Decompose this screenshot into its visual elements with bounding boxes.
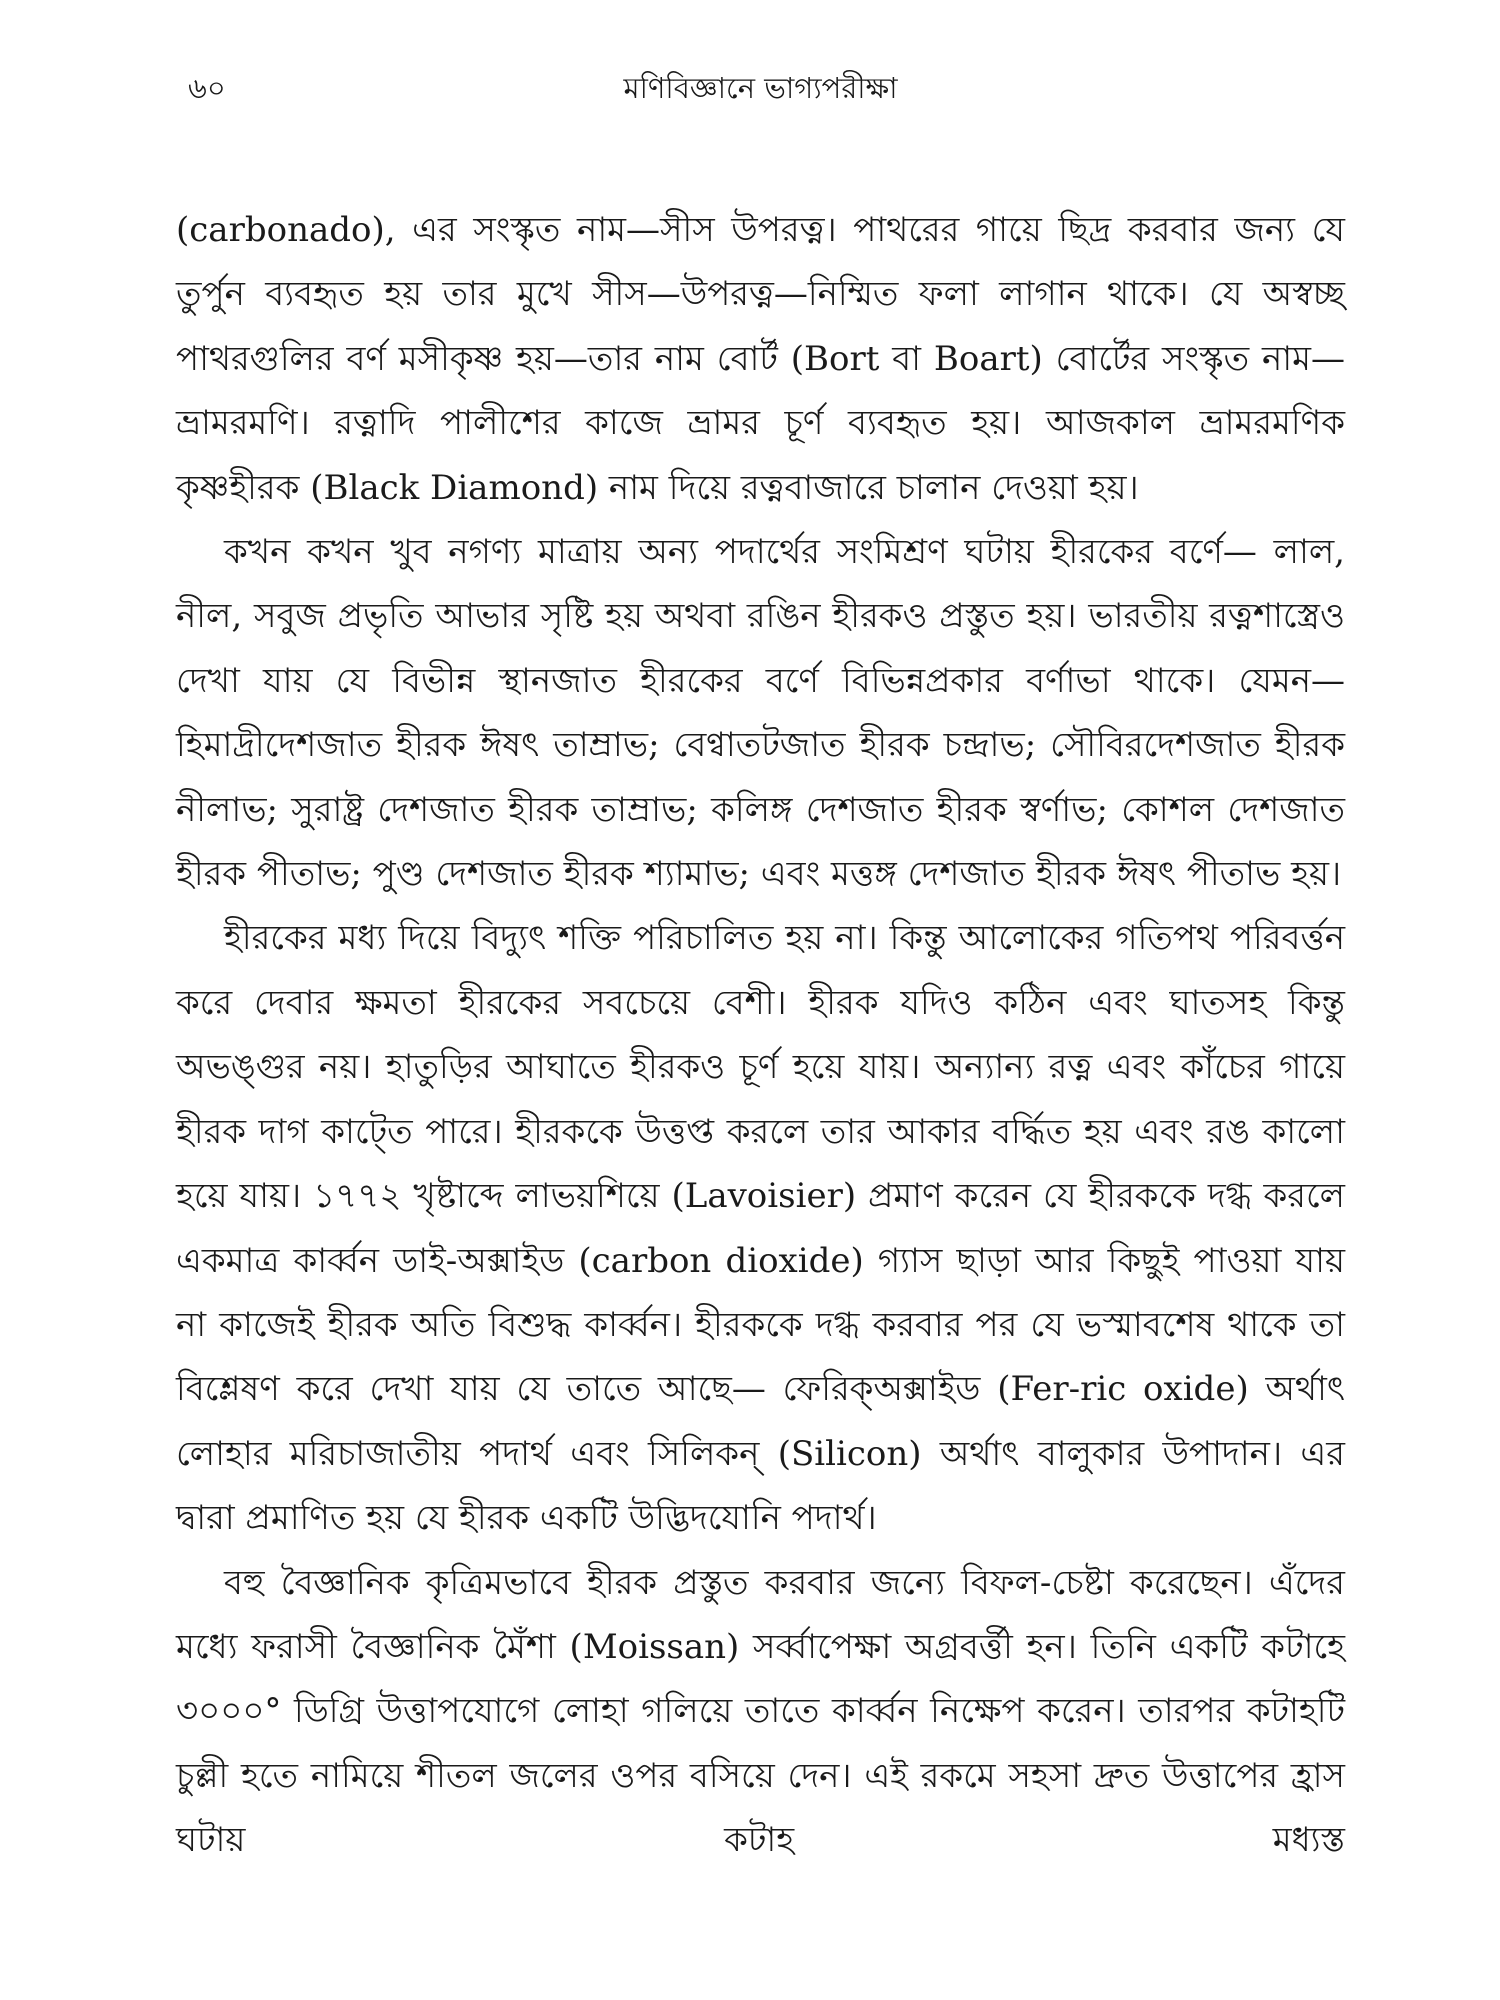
running-header — [176, 52, 1345, 124]
paragraph-2: কখন কখন খুব নগণ্য মাত্রায় অন্য পদার্থের সংমিশ্রণ ঘটায় হীরকের বর্ণে— লাল, নীল, সবুজ প্রভৃতি আভার সৃষ্টি হয় অথবা রঙিন হীরকও প্রস্তুত হয়। ভারতীয় রত্নশাস্ত্রেও দেখা যায় যে বিভীন্ন স্থানজাত হীরকের বর্ণে বিভিন্নপ্রকার বর্ণাভা থাকে। যেমন—হিমাদ্রীদেশজাত হীরক ঈষৎ তাম্রাভ; বেণ্বাতটজাত হীরক চন্দ্রাভ; সৌবিরদেশজাত হীরক নীলাভ; সুরাষ্ট্র দেশজাত হীরক তাম্রাভ; কলিঙ্গ দেশজাত হীরক স্বর্ণাভ; কোশল দেশজাত হীরক পীতাভ; পুণ্ড দেশজাত হীরক শ্যামাভ; এবং মত্তঙ্গ দেশজাত হীরক ঈষৎ পীতাভ হয়। — [176, 532, 1345, 895]
book-title: মণিবিজ্ঞানে ভাগ্যপরীক্ষা — [623, 71, 898, 105]
page-number: ৬০ — [188, 71, 226, 105]
paragraph-3: হীরকের মধ্য দিয়ে বিদ্যুৎ শক্তি পরিচালিত হয় না। কিন্তু আলোকের গতিপথ পরিবর্ত্তন করে দেবার ক্ষমতা হীরকের সবচেয়ে বেশী। হীরক যদিও কঠিন এবং ঘাতসহ কিন্তু অভঙ্গুর নয়। হাতুড়ির আঘাতে হীরকও চূর্ণ হয়ে যায়। অন্যান্য রত্ন এবং কাঁচের গায়ে হীরক দাগ কাট্তে পারে। হীরককে উত্তপ্ত করলে তার আকার বর্দ্ধিত হয় এবং রঙ কালো হয়ে যায়। ১৭৭২ খৃষ্টাব্দে লাভয়শিয়ে (Lavoisier) প্রমাণ করেন যে হীরককে দগ্ধ করলে একমাত্র কার্ব্বন ডাই-অক্সাইড (carbon dioxide) গ্যাস ছাড়া আর কিছুই পাওয়া যায় না কাজেই হীরক অতি বিশুদ্ধ কার্ব্বন। হীরককে দগ্ধ করবার পর যে ভস্মাবশেষ থাকে তা বিশ্লেষণ করে দেখা যায় যে তাতে আছে— ফেরিক্অক্সাইড (Fer-ric oxide) অর্থাৎ লোহার মরিচাজাতীয় পদার্থ এবং সিলিকন্ (Silicon) অর্থাৎ বালুকার উপাদান। এর দ্বারা প্রমাণিত হয় যে হীরক একটি উদ্ভিদযোনি পদার্থ। — [176, 918, 1345, 1539]
paragraph-1: (carbonado), এর সংস্কৃত নাম—সীস উপরত্ন। পাথরের গায়ে ছিদ্র করবার জন্য যে তুর্পুন ব্যবহৃত হয় তার মুখে সীস—উপরত্ন—নিম্মিত ফলা লাগান থাকে। যে অস্বচ্ছ পাথরগুলির বর্ণ মসীকৃষ্ণ হয়—তার নাম বোর্ট (Bort বা Boart) বোর্টের সংস্কৃত নাম—ভ্রামরমণি। রত্নাদি পালীশের কাজে ভ্রামর চূর্ণ ব্যবহৃত হয়। আজকাল ভ্রামরমণিক কৃষ্ণহীরক (Black Diamond) নাম দিয়ে রত্নবাজারে চালান দেওয়া হয়। — [176, 210, 1345, 508]
paragraph-4: বহু বৈজ্ঞানিক কৃত্রিমভাবে হীরক প্রস্তুত করবার জন্যে বিফল-চেষ্টা করেছেন। এঁদের মধ্যে ফরাসী বৈজ্ঞানিক মৈঁশা (Moissan) সর্ব্বাপেক্ষা অগ্রবর্ত্তী হন। তিনি একটি কটাহে ৩০০০° ডিগ্রি উত্তাপযোগে লোহা গলিয়ে তাতে কার্ব্বন নিক্ষেপ করেন। তারপর কটাহটি চুল্লী হতে নামিয়ে শীতল জলের ওপর বসিয়ে দেন। এই রকমে সহসা দ্রুত উত্তাপের হ্রাস ঘটায় কটাহ মধ্যস্ত — [176, 1562, 1345, 1861]
body-text — [176, 198, 1345, 1873]
